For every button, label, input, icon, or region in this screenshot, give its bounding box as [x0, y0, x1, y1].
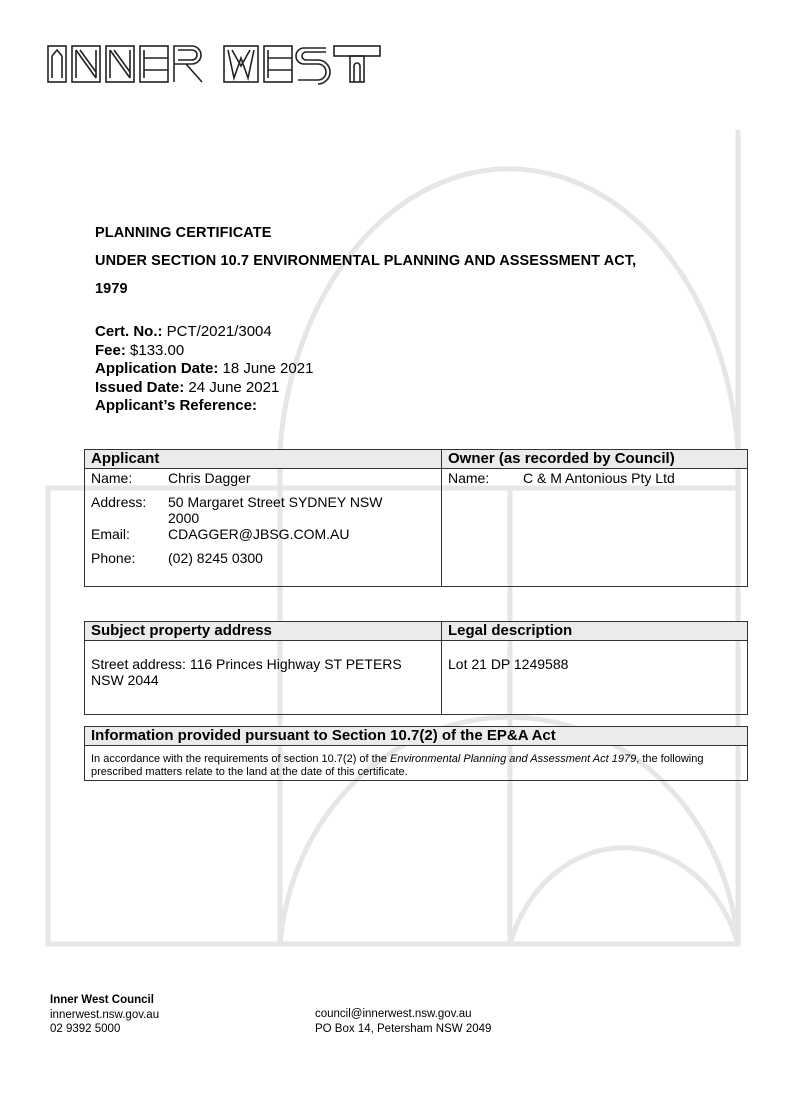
applicant-name: Chris Dagger — [168, 470, 251, 486]
applicant-reference-row: Applicant’s Reference: — [95, 397, 257, 414]
property-address-header: Subject property address — [85, 622, 442, 641]
footer-email[interactable]: council@innerwest.nsw.gov.au — [315, 1008, 472, 1020]
footer-right — [315, 1007, 491, 1036]
certificate-subtitle: UNDER SECTION 10.7 ENVIRONMENTAL PLANNING AND ASSESSMENT ACT, — [95, 253, 637, 269]
property-table — [84, 621, 748, 715]
information-header: Information provided pursuant to Section 10.7(2) of the EP&A Act — [85, 727, 748, 746]
certificate-subtitle-year: 1979 — [95, 281, 128, 297]
owner-name: C & M Antonious Pty Ltd — [523, 470, 675, 486]
applicant-phone: (02) 8245 0300 — [168, 550, 263, 566]
footer-phone: 02 9392 5000 — [50, 1023, 121, 1035]
certificate-title: PLANNING CERTIFICATE — [95, 225, 272, 241]
fee-value: $133.00 — [130, 341, 185, 359]
information-table — [84, 726, 748, 781]
information-text: In accordance with the requirements of section 10.7(2) of the Environmental Planning and Assessment Act 1979, the following prescribed matters relate to the land at the date of this certificate. — [85, 746, 748, 781]
cert-number: PCT/2021/3004 — [166, 323, 272, 340]
owner-header: Owner (as recorded by Council) — [442, 450, 748, 469]
applicant-email: CDAGGER@JBSG.COM.AU — [168, 526, 350, 542]
footer-org: Inner West Council — [50, 994, 154, 1006]
issued-date: 24 June 2021 — [188, 378, 280, 396]
cert-number-row: Cert. No.: PCT/2021/3004 — [95, 323, 272, 340]
legal-description: Lot 21 DP 1249588 — [442, 641, 748, 715]
owner-details: Name: C & M Antonious Pty Ltd — [442, 469, 748, 587]
fee-row: Fee: $133.00 — [95, 341, 185, 359]
legal-description-header: Legal description — [442, 622, 748, 641]
inner-west-logo — [46, 44, 386, 86]
applicant-owner-table — [84, 449, 748, 587]
footer-website[interactable]: innerwest.nsw.gov.au — [50, 1008, 160, 1021]
application-date: 18 June 2021 — [222, 360, 314, 377]
application-date-row: Application Date: 18 June 2021 — [95, 360, 314, 377]
applicant-header: Applicant — [85, 450, 442, 469]
applicant-details: Name: Chris Dagger Address: 50 Margaret Street SYDNEY NSW 2000 Email: CDAGGER@JBSG.COM.AU Phone: (02) 8245 0300 — [85, 469, 442, 587]
footer-left — [50, 993, 159, 1037]
issued-date-row: Issued Date: 24 June 2021 — [95, 378, 280, 396]
applicant-address: 50 Margaret Street SYDNEY NSW 2000 — [168, 494, 383, 526]
footer-postal: PO Box 14, Petersham NSW 2049 — [315, 1022, 492, 1035]
certificate-details — [95, 323, 313, 416]
property-address: Street address: 116 Princes Highway ST PETERS NSW 2044 — [85, 641, 442, 715]
